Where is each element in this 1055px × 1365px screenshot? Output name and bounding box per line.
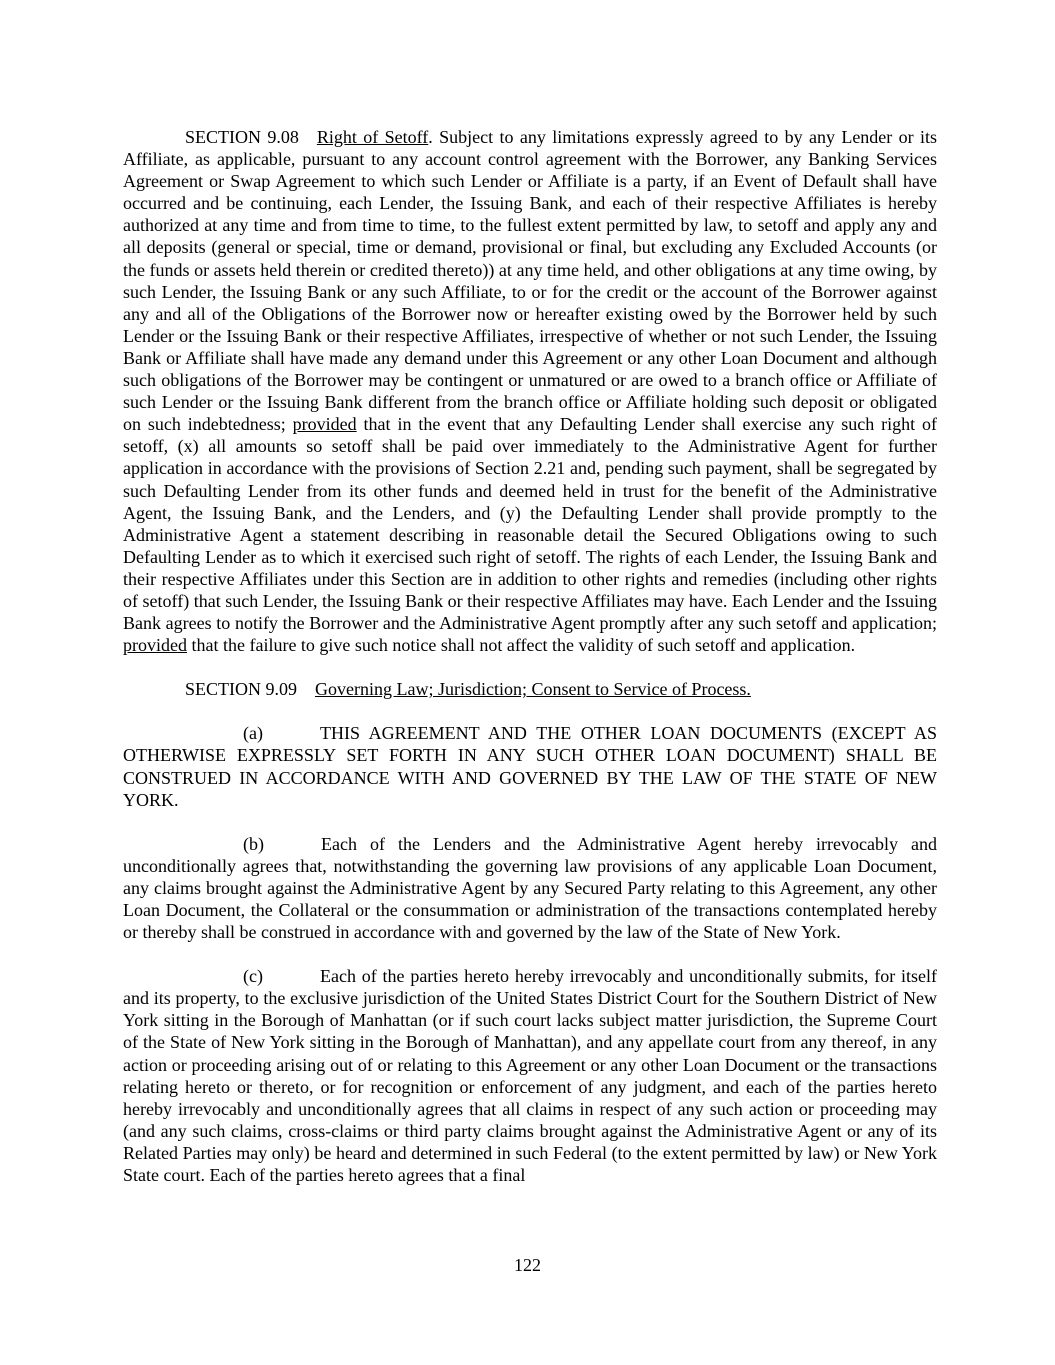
section-9-08-title: Right of Setoff xyxy=(316,127,429,147)
section-9-08-body-3: that the failure to give such notice shall not affect the validity of such setoff and application. xyxy=(186,635,856,656)
document-content xyxy=(123,126,937,1208)
paragraph-9-09-b xyxy=(123,833,937,943)
section-9-08-provided-2: provided xyxy=(123,635,187,656)
paragraph-9-09-b-label: (b) xyxy=(243,833,264,854)
section-9-09-title: Governing Law; Jurisdiction; Consent to Service of Process. xyxy=(315,679,751,700)
paragraph-9-09-b-text: Each of the Lenders and the Administrative Agent hereby irrevocably and unconditionally agrees that, notwithstanding the governing law provisions of any applicable Loan Document, any claims brought against the Administrative Agent by any Secured Party relating to this Agreement, any other Loan Document, the Collateral or the consummation or administration of the transactions contemplated hereby or thereby shall be construed in accordance with and governed by the law of the State of New York. xyxy=(123,833,937,943)
paragraph-9-09-c-label: (c) xyxy=(243,966,263,987)
section-9-09-label: SECTION 9.09 xyxy=(185,679,297,700)
paragraph-9-09-c-text: Each of the parties hereto hereby irrevocably and unconditionally submits, for itself and its property, to the exclusive jurisdiction of the United States District Court for the Southern District of New York sitting in the Borough of Manhattan (or if such court lacks subject matter jurisdiction, the Supreme Court of the State of New York sitting in the Borough of Manhattan), and any appellate court from any thereof, in any action or proceeding arising out of or relating to this Agreement or any other Loan Document or the transactions relating hereto or thereto, or for recognition or enforcement of any judgment, and each of the parties hereto hereby irrevocably and unconditionally agrees that all claims in respect of any such action or proceeding may (and any such claims, cross-claims or third party claims brought against the Administrative Agent or any of its Related Parties may only) be heard and determined in such Federal (to the extent permitted by law) or New York State court. Each of the parties hereto agrees that a final xyxy=(123,966,937,1186)
section-9-08-body-1: . Subject to any limitations expressly agreed to by any Lender or its Affiliate, as applicable, pursuant to any account control agreement with the Borrower, any Banking Services Agreement or Swap Agreement to which such Lender or Affiliate is a party, if an Event of Default shall have occurred and be continuing, each Lender, the Issuing Bank, and each of their respective Affiliates is hereby authorized at any time and from time to time, to the fullest extent permitted by law, to setoff and apply any and all deposits (general or special, time or demand, provisional or final, but excluding any Excluded Accounts (or the funds or assets held therein or credited thereto)) at any time held, and other obligations at any time owing, by such Lender, the Issuing Bank or any such Affiliate, to or for the credit or the account of the Borrower against any and all of the Obligations of the Borrower now or hereafter existing owed by the Borrower held by such Lender or the Issuing Bank or their respective Affiliates, irrespective of whether or not such Lender, the Issuing Bank or Affiliate shall have made any demand under this Agreement or any other Loan Document and although such obligations of the Borrower may be contingent or unmatured or are owed to a branch office or Affiliate of such Lender or the Issuing Bank different from the branch office or Affiliate holding such deposit or obligated on such indebtedness; xyxy=(123,127,938,435)
page-number: 122 xyxy=(514,1255,541,1275)
section-9-08-label: SECTION 9.08 xyxy=(185,127,299,147)
section-9-08-provided-1: provided xyxy=(292,414,357,435)
paragraph-9-09-a-label: (a) xyxy=(243,723,263,744)
paragraph-section-9-08 xyxy=(123,126,937,656)
paragraph-9-09-c xyxy=(123,965,937,1186)
section-9-08-body-2: that in the event that any Defaulting Lender shall exercise any such right of setoff, (x) all amounts so setoff shall be paid over immediately to the Administrative Agent for further application in accordance with the provisions of Section 2.21 and, pending such payment, shall be segregated by such Defaulting Lender from its other funds and deemed held in trust for the benefit of the Administrative Agent, the Issuing Bank, and the Lenders, and (y) the Defaulting Lender shall provide promptly to the Administrative Agent a statement describing in reasonable detail the Secured Obligations owing to such Defaulting Lender as to which it exercised such right of setoff. The rights of each Lender, the Issuing Bank and their respective Affiliates under this Section are in addition to other rights and remedies (including other rights of setoff) that such Lender, the Issuing Bank or their respective Affiliates may have. Each Lender and the Issuing Bank agrees to notify the Borrower and the Administrative Agent promptly after any such setoff and application; xyxy=(123,414,938,634)
heading-section-9-09 xyxy=(123,678,937,700)
paragraph-9-09-a-text: THIS AGREEMENT AND THE OTHER LOAN DOCUMENTS (EXCEPT AS OTHERWISE EXPRESSLY SET FORTH IN ANY SUCH OTHER LOAN DOCUMENT) SHALL BE CONSTRUED IN ACCORDANCE WITH AND GOVERNED BY THE LAW OF THE STATE OF NEW YORK. xyxy=(123,723,937,810)
paragraph-9-09-a xyxy=(123,722,937,810)
